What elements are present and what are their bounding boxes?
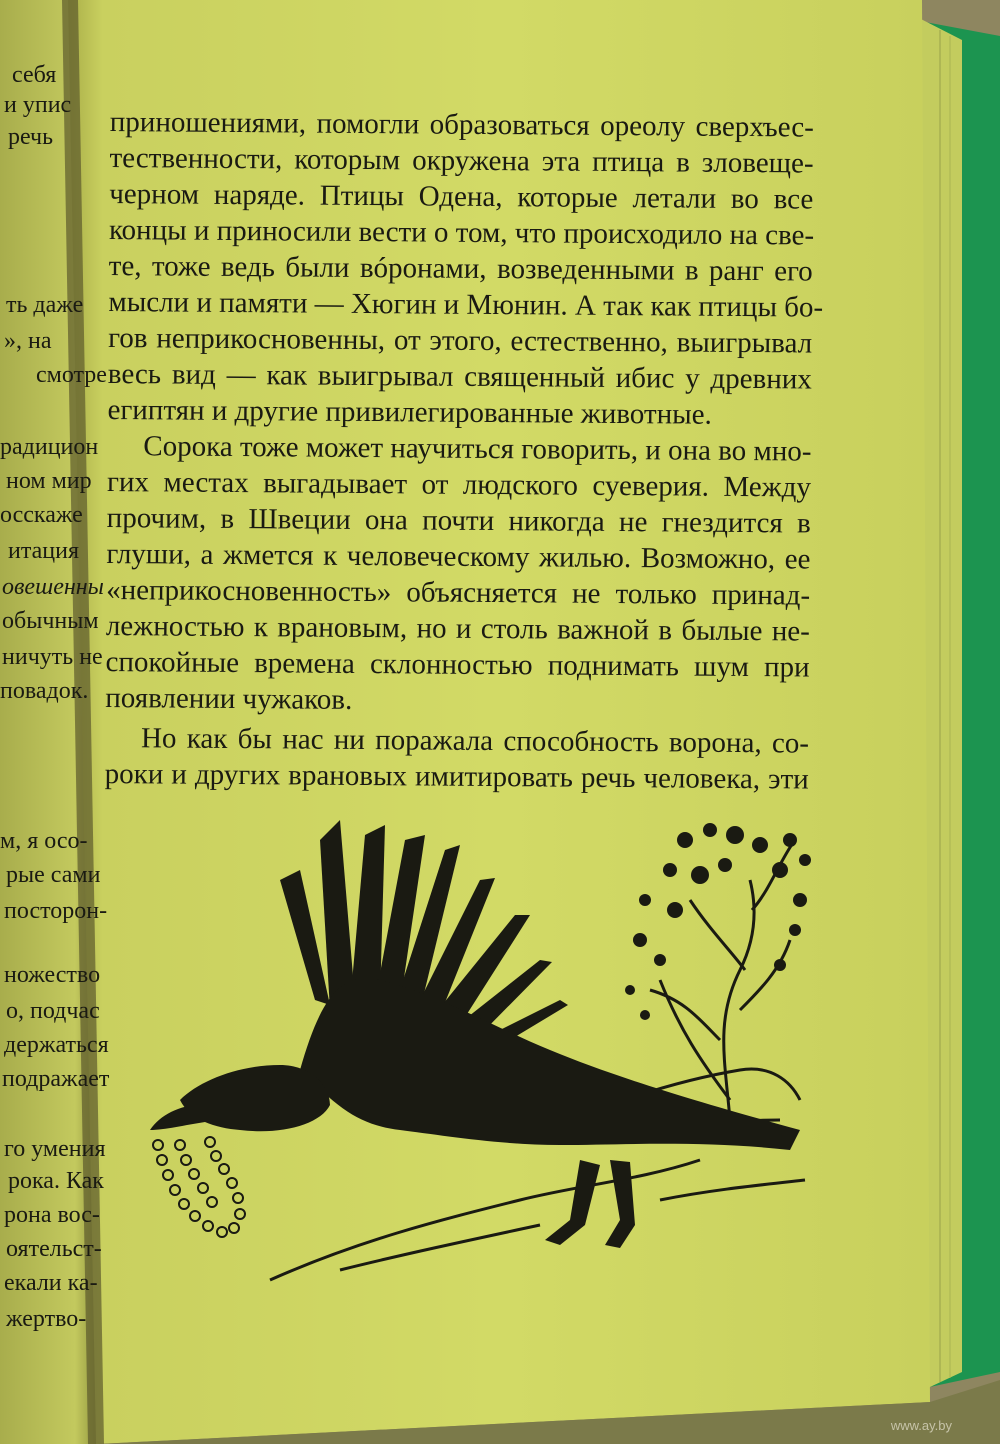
left-line: повадок.: [0, 678, 89, 704]
watermark: www.ay.by: [890, 1418, 952, 1433]
text-line: тественности, которым окружена эта птица в зловеще-: [109, 141, 814, 180]
text-line: приношениями, помогли образоваться ореолу сверхъес-: [109, 105, 814, 144]
left-line: овешенны: [2, 574, 104, 600]
left-line: рока. Как: [8, 1168, 104, 1194]
left-line: го умения: [4, 1136, 106, 1162]
text-line: те, тоже ведь были вóронами, возведенными в ранг его: [108, 249, 813, 288]
text-line: появлении чужаков.: [105, 681, 353, 716]
text-line: Сорока тоже может научиться говорить, и она во мно-: [143, 430, 812, 468]
text-line: роки и других врановых имитировать речь человека, эти: [104, 757, 809, 796]
text-line: глуши, а жмется к человеческому жилью. Возможно, ее: [106, 537, 811, 576]
left-line: о, подчас: [6, 998, 100, 1024]
left-line: итация: [8, 538, 80, 564]
left-line: держаться: [4, 1032, 109, 1058]
left-line: екали ка-: [4, 1270, 98, 1296]
left-line: подражает: [2, 1066, 110, 1092]
left-line: себя: [12, 62, 57, 88]
text-line: египтян и другие привилегированные животные.: [107, 393, 712, 431]
left-line: рона вос-: [4, 1202, 100, 1228]
text-line: черном наряде. Птицы Одена, которые летали во все: [109, 177, 814, 216]
raven-illustration: [140, 800, 820, 1300]
text-line: лежностью к врановым, но и столь важной в былые не-: [105, 609, 811, 648]
left-line: смотре: [36, 362, 107, 388]
text-line: мысли и памяти — Хюгин и Мюнин. А так как птицы бо-: [108, 285, 824, 324]
text-line: весь вид — как выигрывал священный ибис у древних: [107, 357, 812, 396]
text-line: Но как бы нас ни поражала способность ворона, со-: [140, 722, 810, 760]
left-line: », на: [4, 328, 52, 354]
left-line: обычным: [2, 608, 99, 634]
left-line: посторон-: [4, 898, 108, 924]
text-line: концы и приносили вести о том, что происходило на све-: [108, 213, 815, 252]
left-line: жертво-: [6, 1306, 87, 1332]
left-line: осскаже: [0, 502, 83, 528]
left-line: ном мир: [6, 468, 92, 494]
left-line: м, я осо-: [0, 828, 88, 854]
left-line: речь: [8, 124, 54, 150]
text-line: гих местах выгадывает от людского суеверия. Между: [106, 465, 812, 504]
left-line: рые сами: [6, 862, 101, 888]
left-line: оятельст-: [6, 1236, 102, 1262]
text-line: прочим, в Швеции она почти никогда не гнездится в: [106, 501, 811, 540]
left-line: ть даже: [6, 292, 84, 318]
text-line: спокойные времена склонностью поднимать шум при: [105, 645, 810, 684]
bead-necklace: [153, 1137, 245, 1237]
left-line: радицион: [0, 434, 99, 460]
left-line: ничуть не: [2, 644, 103, 670]
left-line: и упис: [4, 92, 72, 118]
text-line: гов неприкосновенны, от этого, естественно, выигрывал: [108, 321, 813, 360]
left-line: ножество: [4, 962, 101, 988]
text-line: «неприкосновенность» объясняется не только принад-: [106, 573, 811, 612]
raven-body: [150, 820, 800, 1248]
